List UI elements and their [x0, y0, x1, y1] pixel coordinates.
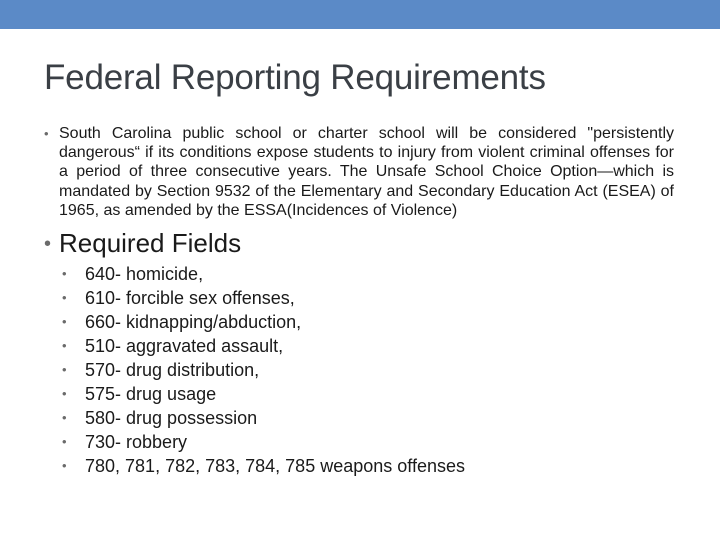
bullet-icon: • [62, 266, 67, 282]
top-accent-bar [0, 0, 720, 29]
section-heading: Required Fields [59, 228, 242, 259]
bullet-icon: • [62, 434, 67, 450]
bullet-icon: • [62, 362, 67, 378]
slide-body [44, 124, 674, 478]
field-text: 575- drug usage [85, 384, 217, 405]
bullet-icon: • [62, 338, 67, 354]
field-text: 780, 781, 782, 783, 784, 785 weapons offenses [85, 456, 465, 477]
slide-title: Federal Reporting Requirements [44, 58, 546, 97]
bullet-icon: • [62, 458, 67, 474]
bullet-icon: • [62, 410, 67, 426]
list-item [62, 358, 674, 382]
bullet-icon: • [62, 314, 67, 330]
bullet-icon: • [44, 126, 49, 141]
list-item [62, 334, 674, 358]
required-fields-heading [44, 228, 674, 258]
bullet-icon: • [62, 290, 67, 306]
list-item [62, 406, 674, 430]
bullet-icon: • [62, 386, 67, 402]
intro-bullet [44, 124, 674, 220]
bullet-icon: • [44, 233, 52, 256]
required-fields-list [62, 262, 674, 478]
list-item [62, 454, 674, 478]
list-item [62, 286, 674, 310]
field-text: 730- robbery [85, 432, 188, 453]
field-text: 660- kidnapping/abduction, [85, 312, 302, 333]
field-text: 510- aggravated assault, [85, 336, 284, 357]
list-item [62, 382, 674, 406]
list-item [62, 310, 674, 334]
field-text: 640- homicide, [85, 264, 204, 285]
intro-paragraph: South Carolina public school or charter school will be considered "persistently dangerous“ if its conditions expose students to injury from violent criminal offenses for a period of three consecutive years. The Unsafe School Choice Option—which is mandated by Section 9532 of the Elementary and Secondary Education Act (ESEA) of 1965, as amended by the ESSA(Incidences of Violence) [59, 125, 674, 219]
list-item [62, 262, 674, 286]
field-text: 570- drug distribution, [85, 360, 260, 381]
field-text: 610- forcible sex offenses, [85, 288, 295, 309]
field-text: 580- drug possession [85, 408, 258, 429]
list-item [62, 430, 674, 454]
